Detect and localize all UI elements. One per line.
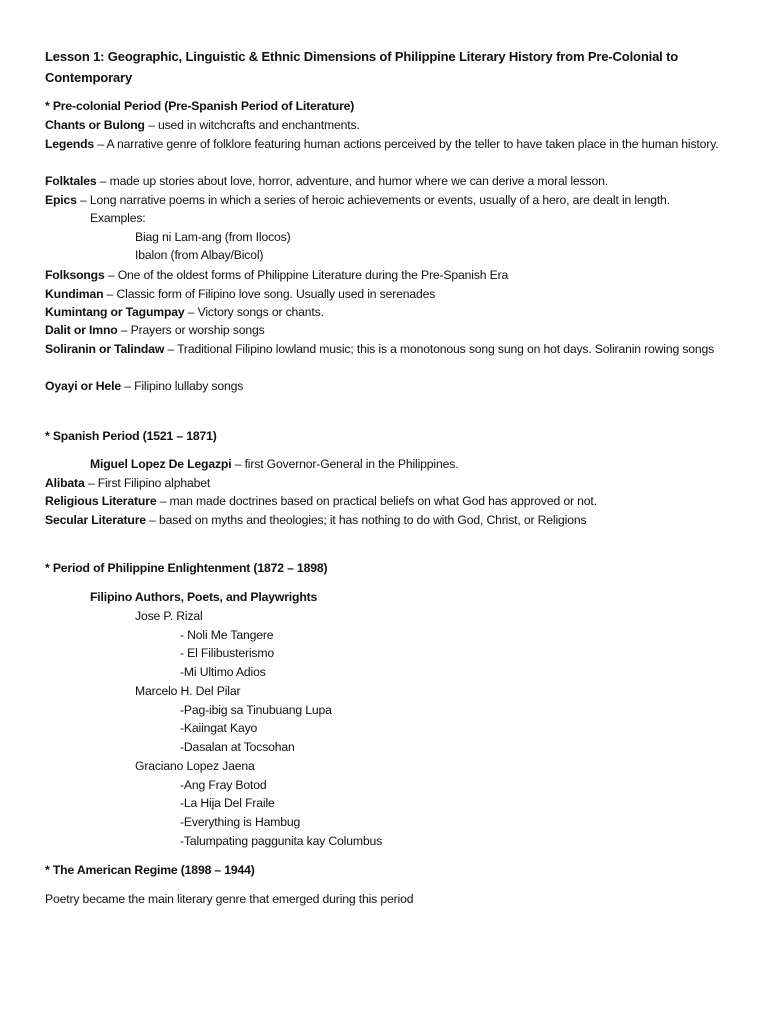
kundiman-entry: [45, 285, 738, 304]
enlightenment-heading: * Period of Philippine Enlightenment (1872 – 1898): [45, 561, 328, 575]
epics-entry: [45, 191, 738, 210]
secular-entry: [45, 511, 738, 530]
lesson-title: Lesson 1: Geographic, Linguistic & Ethnic Dimensions of Philippine Literary History from Pre-Colonial to Contemporary: [45, 49, 679, 85]
entry-term: Chants or Bulong: [45, 118, 145, 132]
entry-desc: – made up stories about love, horror, adventure, and humor where we can derive a moral lesson.: [96, 174, 608, 188]
work-item: - Noli Me Tangere: [180, 628, 274, 642]
entry-term: Legends: [45, 137, 95, 151]
entry-desc: – Prayers or worship songs: [117, 323, 265, 337]
entry-desc: – first Governor-General in the Philippines.: [231, 457, 459, 471]
entry-desc: – Long narrative poems in which a series of heroic achievements or events, usually of a hero, are dealt in length.: [76, 193, 670, 207]
author-rizal: Jose P. Rizal: [135, 609, 203, 623]
chants-entry: [45, 116, 738, 135]
entry-desc: – Victory songs or chants.: [184, 305, 324, 319]
entry-term: Miguel Lopez De Legazpi: [90, 457, 232, 471]
example-item: Biag ni Lam-ang (from Ilocos): [135, 230, 291, 244]
work-item: -Dasalan at Tocsohan: [180, 740, 295, 754]
entry-term: Folksongs: [45, 268, 105, 282]
entry-desc: – Filipino lullaby songs: [120, 379, 244, 393]
alibata-entry: [45, 474, 738, 493]
religious-entry: [45, 492, 738, 511]
author-delpilar: Marcelo H. Del Pilar: [135, 684, 241, 698]
example-item: Ibalon (from Albay/Bicol): [135, 248, 264, 262]
work-item: - El Filibusterismo: [180, 646, 274, 660]
entry-term: Religious Literature: [45, 494, 157, 508]
examples-label: Examples:: [90, 211, 146, 225]
work-item: -La Hija Del Fraile: [180, 796, 275, 810]
folktales-entry: [45, 172, 738, 191]
entry-desc: – Classic form of Filipino love song. Usually used in serenades: [103, 287, 436, 301]
entry-term: Secular Literature: [45, 513, 146, 527]
entry-desc: – man made doctrines based on practical beliefs on what God has approved or not.: [156, 494, 597, 508]
entry-term: Alibata: [45, 476, 85, 490]
authors-subheading: Filipino Authors, Poets, and Playwrights: [90, 590, 318, 604]
entry-desc: – A narrative genre of folklore featuring human actions perceived by the teller to have taken place in the human history.: [94, 137, 719, 151]
legazpi-entry: [90, 455, 738, 474]
work-item: -Mi Ultimo Adios: [180, 665, 266, 679]
author-jaena: Graciano Lopez Jaena: [135, 759, 255, 773]
entry-term: Oyayi or Hele: [45, 379, 121, 393]
entry-desc: – First Filipino alphabet: [84, 476, 211, 490]
entry-term: Soliranin or Talindaw: [45, 342, 165, 356]
work-item: -Ang Fray Botod: [180, 778, 267, 792]
entry-term: Folktales: [45, 174, 97, 188]
kumintang-entry: [45, 303, 738, 322]
entry-desc: – Traditional Filipino lowland music; this is a monotonous song sung on hot days. Soliranin rowing songs: [164, 342, 715, 356]
work-item: -Pag-ibig sa Tinubuang Lupa: [180, 703, 332, 717]
soliranin-entry: [45, 340, 738, 359]
folksongs-entry: [45, 266, 738, 285]
entry-desc: – used in witchcrafts and enchantments.: [144, 118, 360, 132]
oyayi-entry: [45, 377, 738, 396]
legends-entry: [45, 135, 738, 154]
american-text: Poetry became the main literary genre that emerged during this period: [45, 892, 414, 906]
spanish-heading: * Spanish Period (1521 – 1871): [45, 429, 217, 443]
entry-term: Kundiman: [45, 287, 104, 301]
entry-desc: – One of the oldest forms of Philippine Literature during the Pre-Spanish Era: [104, 268, 509, 282]
work-item: -Everything is Hambug: [180, 815, 301, 829]
entry-term: Kumintang or Tagumpay: [45, 305, 185, 319]
work-item: -Talumpating paggunita kay Columbus: [180, 834, 383, 848]
american-heading: * The American Regime (1898 – 1944): [45, 863, 255, 877]
entry-term: Dalit or Imno: [45, 323, 118, 337]
entry-term: Epics: [45, 193, 77, 207]
dalit-entry: [45, 321, 738, 340]
entry-desc: – based on myths and theologies; it has nothing to do with God, Christ, or Religions: [145, 513, 587, 527]
precolonial-heading: * Pre-colonial Period (Pre-Spanish Period of Literature): [45, 99, 355, 113]
work-item: -Kaiingat Kayo: [180, 721, 258, 735]
